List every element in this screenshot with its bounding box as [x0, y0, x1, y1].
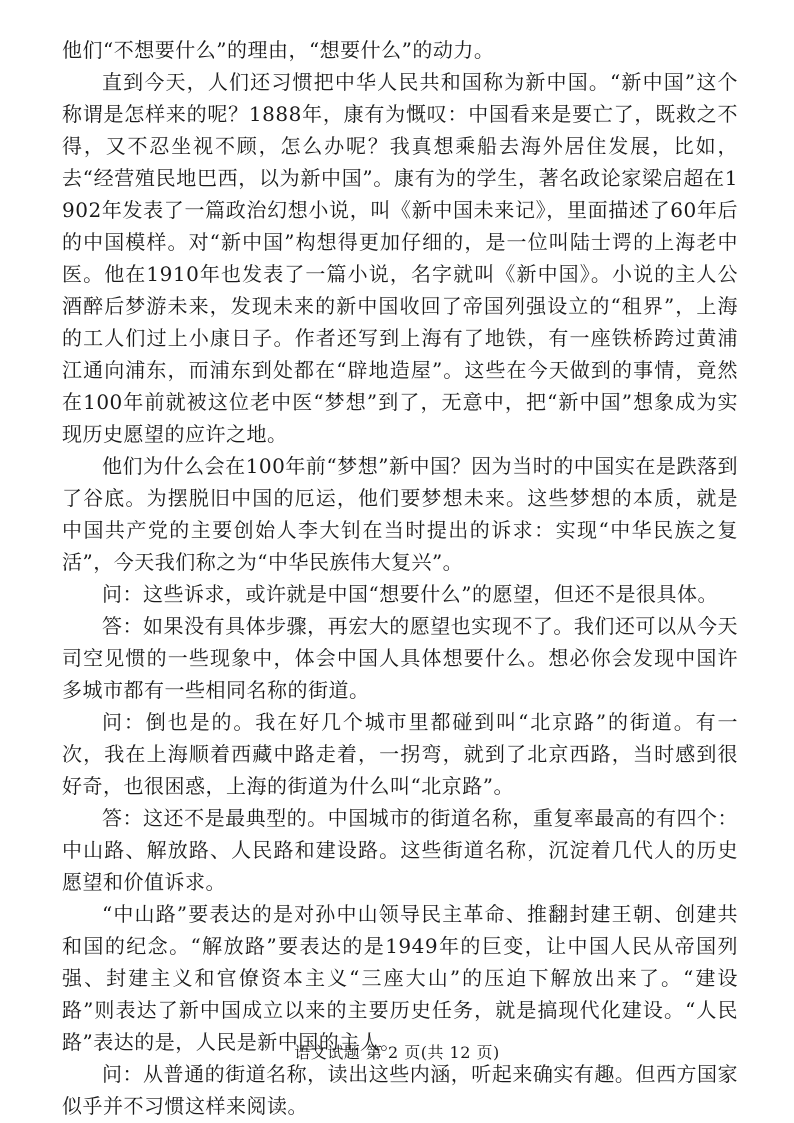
paragraph-question-2: 问：倒也是的。我在好几个城市里都碰到叫“北京路”的街道。有一次，我在上海顺着西藏中路走着，一拐弯，就到了北京西路，当时感到很好奇，也很困惑，上海的街道为什么叫“北京路”。	[62, 710, 738, 798]
paragraph-question-3: 问：从普通的街道名称，读出这些内涵，听起来确实有趣。但西方国家似乎并不习惯这样来阅读。	[62, 1062, 738, 1118]
page-body	[62, 34, 738, 1122]
paragraph-continuation: 他们“不想要什么”的理由，“想要什么”的动力。	[62, 38, 495, 62]
paragraph-new-china-origin: 直到今天，人们还习惯把中华人民共和国称为新中国。“新中国”这个称谓是怎样来的呢？1888年，康有为慨叹：中国看来是要亡了，既救之不得，又不忍坐视不顾，怎么办呢？我真想乘船去海外居住发展，比如，去“经营殖民地巴西，以为新中国”。康有为的学生，著名政论家梁启超在1902年发表了一篇政治幻想小说，叫《新中国未来记》，里面描述了60年后的中国模样。对“新中国”构想得更加仔细的，是一位叫陆士谔的上海老中医。他在1910年也发表了一篇小说，名字就叫《新中国》。小说的主人公酒醉后梦游未来，发现未来的新中国收回了帝国列强设立的“租界”，上海的工人们过上小康日子。作者还写到上海有了地铁，有一座铁桥跨过黄浦江通向浦东，而浦东到处都在“辟地造屋”。这些在今天做到的事情，竟然在100年前就被这位老中医“梦想”到了，无意中，把“新中国”想象成为实现历史愿望的应许之地。	[62, 70, 738, 446]
paragraph-street-names: “中山路”要表达的是对孙中山领导民主革命、推翻封建王朝、创建共和国的纪念。“解放路”要表达的是1949年的巨变，让中国人民从帝国列强、封建主义和官僚资本主义“三座大山”的压迫下解放出来了。“建设路”则表达了新中国成立以来的主要历史任务，就是搞现代化建设。“人民路”表达的是，人民是新中国的主人。	[62, 902, 738, 1054]
page-footer: 语文试题 第 2 页(共 12 页)	[294, 1043, 500, 1062]
paragraph-answer-1: 答：如果没有具体步骤，再宏大的愿望也实现不了。我们还可以从今天司空见惯的一些现象中，体会中国人具体想要什么。想必你会发现中国许多城市都有一些相同名称的街道。	[62, 614, 738, 702]
paragraph-question-1: 问：这些诉求，或许就是中国“想要什么”的愿望，但还不是很具体。	[102, 582, 718, 606]
paragraph-dream-reason: 他们为什么会在100年前“梦想”新中国？因为当时的中国实在是跌落到了谷底。为摆脱旧中国的厄运，他们要梦想未来。这些梦想的本质，就是中国共产党的主要创始人李大钊在当时提出的诉求：实现“中华民族之复活”，今天我们称之为“中华民族伟大复兴”。	[62, 454, 738, 574]
paragraph-answer-2: 答：这还不是最典型的。中国城市的街道名称，重复率最高的有四个：中山路、解放路、人民路和建设路。这些街道名称，沉淀着几代人的历史愿望和价值诉求。	[62, 806, 738, 894]
